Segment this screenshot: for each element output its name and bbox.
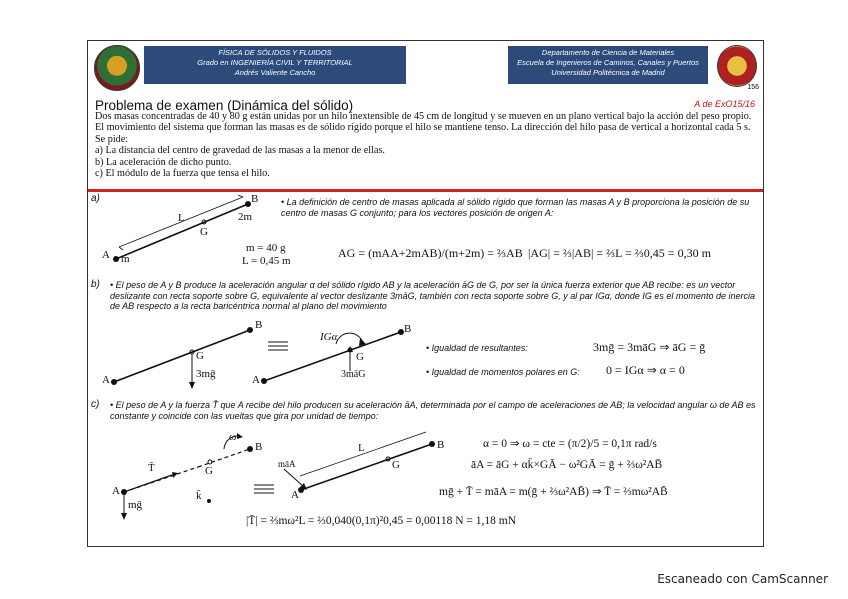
- fig-c2-label-G: G: [392, 459, 400, 471]
- section-b-label: b): [91, 279, 100, 290]
- eq-acceleration-A: āA = āG + αk̄×GĀ − ω²GĀ = ḡ + ⅔ω²AB̄: [471, 459, 663, 471]
- course-author: Andrés Valiente Cancho: [234, 68, 316, 77]
- fig-c-label-T: T̄: [148, 462, 155, 474]
- fig-c2-label-L: L: [358, 442, 365, 454]
- data-mass: m = 40 g: [246, 242, 286, 254]
- exam-page: [87, 40, 764, 547]
- fig-b-label-B: B: [255, 319, 263, 331]
- eq-moments: 0 = IGα ⇒ α = 0: [606, 363, 685, 377]
- eq-tension-modulus: |T̄| = ⅔mω²L = ⅔0,040(0,1π)²0,45 = 0,00118 N = 1,18 mN: [246, 515, 517, 527]
- section-a-label: a): [91, 193, 100, 204]
- fig-c2-label-B: B: [437, 439, 445, 451]
- fig-b-label-G: G: [196, 350, 204, 362]
- section-a-text: • La definición de centro de masas aplicada al sólido rígido que forman las masas A y B proporciona la posición de su centro de masas G conjunto; para los vectores posición de origen A:: [281, 197, 750, 218]
- exam-reference: A de ExO15/16: [694, 99, 755, 109]
- page-number: 156: [747, 84, 759, 91]
- fig-b-label-couple: IGα: [320, 331, 338, 343]
- fig-b-label-A: A: [102, 374, 110, 386]
- eq-centre-of-mass: AG = (mAA+2mAB)/(m+2m) = ⅔AB: [338, 246, 523, 260]
- course-degree: Grado en INGENIERÍA CIVIL Y TERRITORIAL: [197, 58, 353, 67]
- resultants-label: • Igualdad de resultantes:: [426, 343, 528, 353]
- eq-angular-velocity: α = 0 ⇒ ω = cte = (π/2)/5 = 0,1π rad/s: [483, 438, 657, 450]
- fig-b2-label-G: G: [356, 351, 364, 363]
- fig-b-label-weight: 3mḡ: [196, 368, 216, 380]
- data-length: L = 0,45 m: [242, 255, 291, 267]
- fig-a-label-m: m: [121, 253, 130, 265]
- question-c: c) El módulo de la fuerza que tensa el hilo.: [95, 168, 270, 180]
- section-c-label: c): [91, 399, 100, 410]
- fig-c-label-k: k̄: [196, 490, 202, 502]
- fig-b2-label-B: B: [404, 323, 412, 335]
- fig-a: [113, 195, 251, 262]
- fig-b-label-inertial: 3māG: [341, 369, 366, 380]
- eq-distance-AG: |AG| = ⅔|AB| = ⅔L = ⅔0,45 = 0,30 m: [528, 246, 711, 260]
- statement-text: Dos masas concentradas de 40 y 80 g están unidas por un hilo inextensible de 45 cm de longitud y se mueven en un plano vertical bajo la acción del peso propio. El movimiento del sistema que forman las masas es de sólido rígido porque el hilo se mantiene tenso. La dirección del hilo pasa de vertical a horizontal cada 5 s. Se pide:: [95, 111, 752, 145]
- fig-b2-label-A: A: [252, 374, 260, 386]
- fig-c-label-omega: ω: [229, 431, 237, 443]
- question-a: a) La distancia del centro de gravedad de las masas a la menor de ellas.: [95, 145, 385, 157]
- scanner-watermark: Escaneado con CamScanner: [657, 572, 828, 586]
- fig-c-label-weight: mḡ: [128, 499, 143, 511]
- course-title: FÍSICA DE SÓLIDOS Y FLUIDOS: [218, 48, 332, 57]
- fig-a-label-2m: 2m: [238, 211, 253, 223]
- fig-a-label-A: A: [102, 249, 110, 261]
- school-name: Escuela de Ingenieros de Caminos, Canales y Puertos: [517, 58, 699, 67]
- fig-c-label-B: B: [255, 441, 263, 453]
- university-name: Universidad Politécnica de Madrid: [551, 68, 665, 77]
- fig-c-label-inertial: māA: [278, 459, 296, 469]
- fig-c-label-G: G: [205, 465, 213, 477]
- fig-c: [121, 432, 435, 520]
- fig-a-label-L: L: [178, 212, 185, 224]
- section-b-text: • El peso de A y B produce la aceleración angular α del sólido rígido AB y la aceleración āG de G, por ser la única fuerza exterior que AB recibe: es un vector deslizante con recta soporte sobre G, equivalente al vector deslizante 3māG, también con recta soporte sobre G, y al par IGα, donde IG es el momento de inercia de AB respecto a la recta baricéntrica normal al plano del movimiento: [110, 280, 755, 312]
- department-name: Departamento de Ciencia de Materiales: [541, 48, 675, 57]
- fig-a-label-G: G: [200, 226, 208, 238]
- moments-label: • Igualdad de momentos polares en G:: [426, 367, 580, 377]
- section-c-text: • El peso de A y la fuerza T̄ que A recibe del hilo producen su aceleración āA, determinada por el campo de aceleraciones de AB; la velocidad angular ω de AB es constante y coincide con las vueltas que gira por unidad de tiempo:: [110, 400, 756, 421]
- eq-tension-vector: mḡ + T̄ = māA = m(ḡ + ⅔ω²AB̄) ⇒ T̄ = ⅔mω²AB̄: [439, 486, 668, 498]
- question-b: b) La aceleración de dicho punto.: [95, 156, 232, 168]
- fig-c-label-A: A: [112, 485, 120, 497]
- page-title: Problema de examen (Dinámica del sólido): [95, 98, 354, 113]
- eq-resultants: 3mḡ = 3māG ⇒ āG = ḡ: [593, 340, 706, 354]
- fig-a-label-B: B: [251, 193, 259, 205]
- fig-c2-label-A: A: [291, 489, 299, 501]
